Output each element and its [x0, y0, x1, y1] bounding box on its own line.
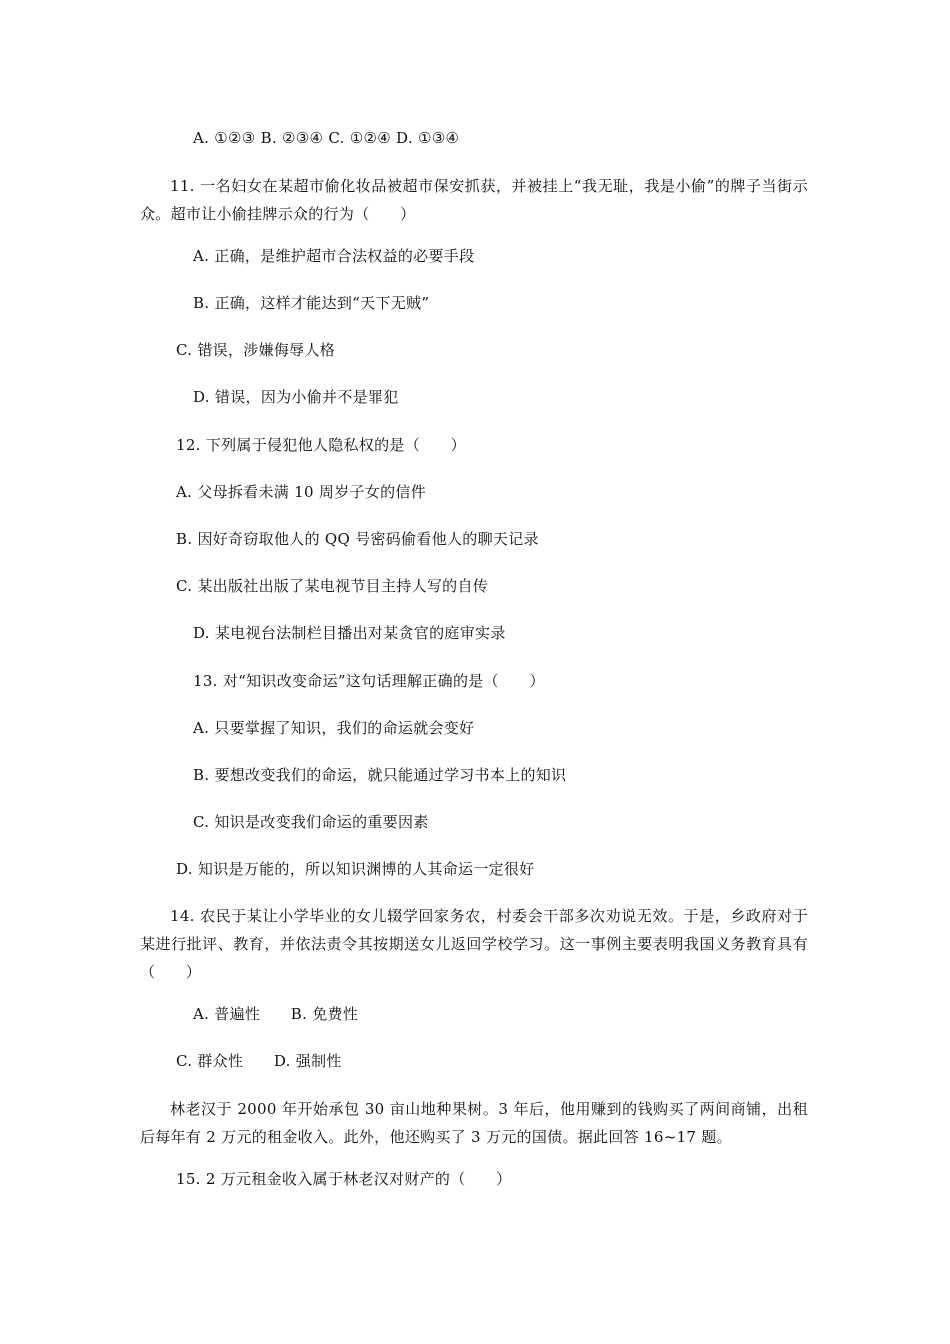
- q10-options: A. ①②③ B. ②③④ C. ①②④ D. ①③④: [193, 129, 460, 147]
- q12-option-c: C. 某出版社出版了某电视节目主持人写的自传: [176, 577, 489, 595]
- q13-option-b: B. 要想改变我们的命运，就只能通过学习书本上的知识: [193, 766, 567, 784]
- q13-option-c: C. 知识是改变我们命运的重要因素: [193, 813, 429, 831]
- q12-option-b: B. 因好奇窃取他人的 QQ 号密码偷看他人的聊天记录: [176, 530, 539, 548]
- material-paragraph: 林老汉于 2000 年开始承包 30 亩山地种果树。3 年后，他用赚到的钱购买了两间商铺，出租后每年有 2 万元的租金收入。此外，他还购买了 3 万元的国债。据此回答 16~17 题。: [140, 1100, 808, 1146]
- q14-options-ab: A. 普遍性 B. 免费性: [193, 1005, 359, 1023]
- q12-option-d: D. 某电视台法制栏目播出对某贪官的庭审实录: [193, 624, 506, 642]
- q12-stem: 12. 下列属于侵犯他人隐私权的是（ ）: [176, 436, 466, 454]
- q11-option-c: C. 错误，涉嫌侮辱人格: [176, 341, 336, 359]
- q12-option-a: A. 父母拆看未满 10 周岁子女的信件: [176, 483, 426, 501]
- q14-stem: 14. 农民于某让小学毕业的女儿辍学回家务农，村委会干部多次劝说无效。于是，乡政府对于某进行批评、教育，并依法责令其按期送女儿返回学校学习。这一事例主要表明我国义务教育具有（ ）: [140, 907, 808, 981]
- q14-options-cd: C. 群众性 D. 强制性: [176, 1052, 342, 1070]
- q11-option-a: A. 正确，是维护超市合法权益的必要手段: [193, 247, 475, 265]
- q15-stem: 15. 2 万元租金收入属于林老汉对财产的（ ）: [176, 1170, 512, 1188]
- q13-option-a: A. 只要掌握了知识，我们的命运就会变好: [193, 719, 475, 737]
- q13-stem: 13. 对“知识改变命运”这句话理解正确的是（ ）: [193, 672, 545, 690]
- q13-option-d: D. 知识是万能的，所以知识渊博的人其命运一定很好: [176, 860, 535, 878]
- q11-option-d: D. 错误，因为小偷并不是罪犯: [193, 388, 399, 406]
- q11-stem: 11. 一名妇女在某超市偷化妆品被超市保安抓获，并被挂上“我无耻，我是小偷”的牌子当街示众。超市让小偷挂牌示众的行为（ ）: [140, 177, 808, 223]
- q11-option-b: B. 正确，这样才能达到“天下无贼”: [193, 294, 430, 312]
